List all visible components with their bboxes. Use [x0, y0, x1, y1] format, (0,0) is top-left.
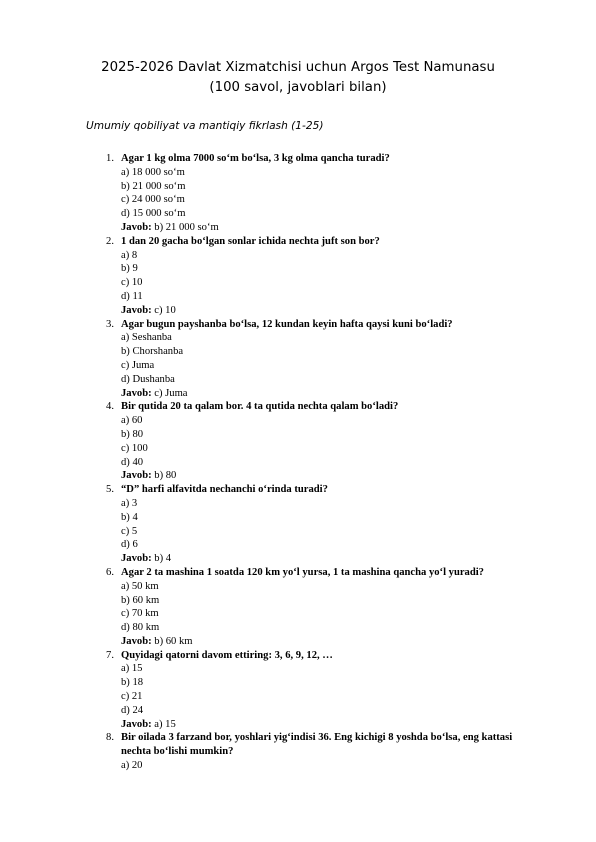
answer-option: c) 21: [121, 691, 143, 703]
question-item: [0, 235, 596, 318]
section-heading: Umumiy qobiliyat va mantiqiy fikrlash (1-25): [86, 120, 324, 132]
answer-option: d) 24: [121, 704, 144, 716]
correct-answer: [121, 552, 596, 566]
answer-label: Javob:: [121, 470, 152, 482]
answer-value: b) 4: [154, 553, 172, 565]
answer-option: b) 80: [121, 428, 144, 440]
answer-option: d) Dushanba: [121, 373, 175, 385]
question-text: Agar 2 ta mashina 1 soatda 120 km yo‘l yursa, 1 ta mashina qancha yo‘l yuradi?: [121, 566, 484, 578]
correct-answer: [121, 304, 596, 318]
answer-option: a) 8: [121, 249, 138, 261]
correct-answer: [121, 221, 596, 235]
question-text: 1 dan 20 gacha bo‘lgan sonlar ichida nechta juft son bor?: [121, 235, 380, 247]
answer-option: a) 15: [121, 663, 143, 675]
question-number: 2.: [106, 235, 114, 247]
answer-value: c) Juma: [154, 387, 188, 399]
question-text: Bir qutida 20 ta qalam bor. 4 ta qutida nechta qalam bo‘ladi?: [121, 401, 399, 413]
answer-option: c) 5: [121, 525, 138, 537]
question-number: 6.: [106, 566, 114, 578]
answer-value: b) 21 000 so‘m: [154, 221, 219, 233]
answer-option: c) 70 km: [121, 608, 159, 620]
answer-option: c) 100: [121, 442, 148, 454]
answer-option: a) 60: [121, 415, 143, 427]
title-line-2: (100 savol, javoblari bilan): [209, 80, 387, 95]
answer-option: b) 4: [121, 511, 138, 523]
answer-label: Javob:: [121, 635, 152, 647]
question-item: [0, 483, 596, 566]
question-number: 7.: [106, 649, 114, 661]
answer-label: Javob:: [121, 553, 152, 565]
answer-option: b) 18: [121, 677, 144, 689]
answer-option: d) 6: [121, 539, 138, 551]
answer-value: a) 15: [154, 718, 176, 730]
answer-option: a) 18 000 so‘m: [121, 166, 185, 178]
document-title: [0, 58, 596, 98]
answer-option: d) 15 000 so‘m: [121, 208, 186, 220]
answer-option: c) 10: [121, 277, 143, 289]
answer-option: a) 50 km: [121, 580, 159, 592]
question-text: “D” harfi alfavitda nechanchi o‘rinda turadi?: [121, 484, 328, 496]
answer-label: Javob:: [121, 304, 152, 316]
answer-option: c) 24 000 so‘m: [121, 194, 185, 206]
question-item: [0, 649, 596, 732]
answer-option: a) 3: [121, 497, 138, 509]
answer-option: b) 21 000 so‘m: [121, 180, 186, 192]
question-item: [0, 731, 596, 772]
question-number: 5.: [106, 484, 114, 496]
title-line-1: 2025-2026 Davlat Xizmatchisi uchun Argos Test Namunasu: [101, 60, 495, 75]
answer-label: Javob:: [121, 221, 152, 233]
question-number: 4.: [106, 401, 114, 413]
answer-option: a) 20: [121, 760, 143, 772]
question-list: [0, 152, 596, 773]
question-number: 8.: [106, 732, 114, 744]
answer-value: c) 10: [154, 304, 176, 316]
answer-value: b) 60 km: [154, 635, 193, 647]
question-text: Agar bugun payshanba bo‘lsa, 12 kundan keyin hafta qaysi kuni bo‘ladi?: [121, 318, 453, 330]
answer-option: b) 9: [121, 263, 138, 275]
question-item: [0, 318, 596, 401]
answer-option: b) Chorshanba: [121, 346, 184, 358]
answer-value: b) 80: [154, 470, 177, 482]
correct-answer: [121, 635, 596, 649]
correct-answer: [121, 469, 596, 483]
question-item: [0, 152, 596, 235]
question-text: Bir oilada 3 farzand bor, yoshlari yig‘indisi 36. Eng kichigi 8 yoshda bo‘lsa, eng kattasi nechta bo‘lishi mumkin?: [121, 732, 513, 758]
answer-option: d) 80 km: [121, 622, 160, 634]
answer-option: d) 40: [121, 456, 144, 468]
question-item: [0, 400, 596, 483]
question-item: [0, 566, 596, 649]
answer-option: d) 11: [121, 290, 143, 302]
question-number: 3.: [106, 318, 114, 330]
answer-option: b) 60 km: [121, 594, 160, 606]
question-text: Agar 1 kg olma 7000 so‘m bo‘lsa, 3 kg olma qancha turadi?: [121, 153, 390, 164]
question-text: Quyidagi qatorni davom ettiring: 3, 6, 9, 12, …: [121, 649, 333, 661]
answer-option: a) Seshanba: [121, 332, 172, 344]
correct-answer: [121, 387, 596, 401]
answer-label: Javob:: [121, 718, 152, 730]
answer-option: c) Juma: [121, 359, 155, 371]
question-number: 1.: [106, 153, 114, 164]
answer-label: Javob:: [121, 387, 152, 399]
correct-answer: [121, 718, 596, 732]
